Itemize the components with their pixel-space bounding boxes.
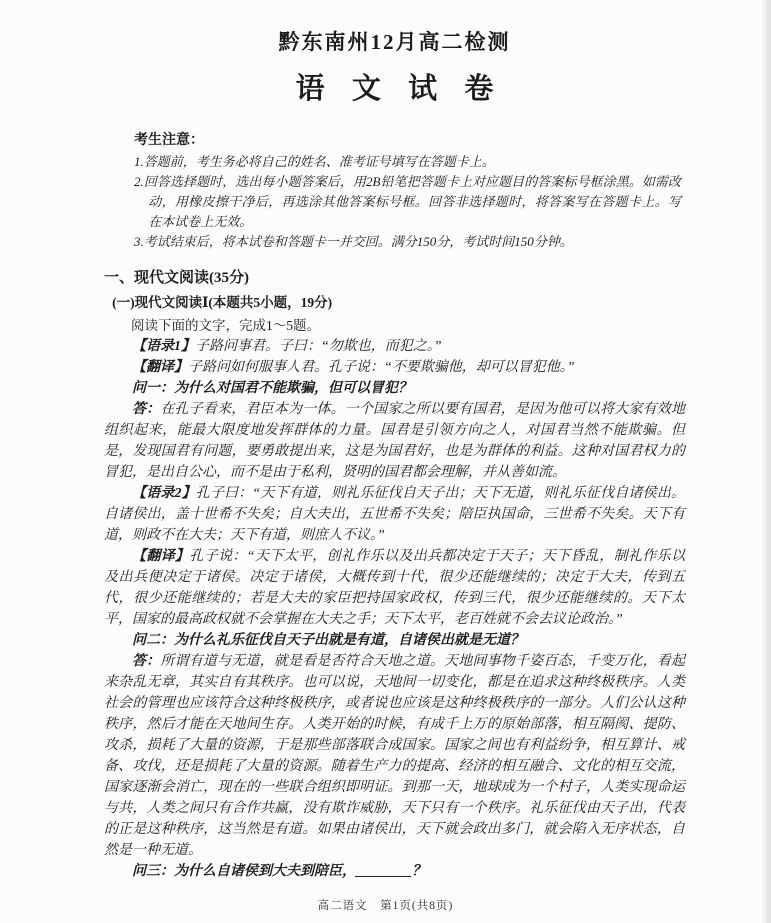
candidate-notice xyxy=(134,129,681,252)
notice-item-3: 3.考试结束后，将本试卷和答题卡一并交回。满分150分，考试时间150分钟。 xyxy=(134,234,573,249)
reading-instruction: 阅读下面的文字，完成1～5题。 xyxy=(131,318,320,333)
passage-paragraph-quote2 xyxy=(104,483,685,546)
notice-item-1: 1.答题前，考生务必将自己的姓名、准考证号填写在答题卡上。 xyxy=(134,154,495,169)
passage-paragraph-question1 xyxy=(104,378,685,399)
paragraph-text: 子路问如何服事人君。孔子说：“不要欺骗他，却可以冒犯他。” xyxy=(188,360,575,375)
paragraph-label: 【翻译】 xyxy=(132,549,190,564)
paragraph-text: 为什么自诸侯到大夫到陪臣，________？ xyxy=(174,864,426,879)
passage-paragraph-translation1 xyxy=(104,357,685,378)
section-heading: 一、现代文阅读(35分) xyxy=(104,270,249,286)
passage-paragraph-question3 xyxy=(104,861,685,882)
paragraph-text: 孔子说：“天下太平，创礼作乐以及出兵都决定于天子；天下昏乱，制礼作乐以及出兵便决定于诸侯。决定于诸侯，大概传到十代，很少还能继续的；决定于大夫，传到五代，很少还能继续的；若是大夫的家臣把持国家政权，传到三代，很少还能继续的。天下太平，国家的最高政权就不会掌握在大夫之手；天下太平，老百姓就不会去议论政治。” xyxy=(104,549,685,627)
paragraph-label: 问三： xyxy=(132,864,174,879)
paragraph-text: 在孔子看来，君臣本为一体。一个国家之所以要有国君，是因为他可以将大家有效地组织起来，能最大限度地发挥群体的力量。国君是引领方向之人，对国君当然不能欺骗。但是，发现国君有问题，要勇敢提出来，这是为国君好，也是为群体的利益。这种对国君权力的冒犯，是出自公心，而不是由于私利，贤明的国君都会理解，并从善如流。 xyxy=(104,402,686,480)
notice-heading: 考生注意： xyxy=(134,133,204,148)
passage-paragraph-quote1 xyxy=(104,336,685,357)
paragraph-text: 为什么对国君不能欺骗，但可以冒犯？ xyxy=(174,381,412,396)
paragraph-text: 孔子曰：“天下有道，则礼乐征伐自天子出；天下无道，则礼乐征伐自诸侯出。自诸侯出，盖十世希不失矣；自大夫出，五世希不失矣；陪臣执国命，三世希不失矣。天下有道，则政不在大夫；天下有道，则庶人不议。” xyxy=(104,486,685,543)
paper-subtitle: 语 文 试 卷 xyxy=(295,73,504,105)
paragraph-label: 【翻译】 xyxy=(132,360,188,375)
passage-paragraph-question2 xyxy=(104,630,685,651)
paragraph-text: 所谓有道与无道，就是看是否符合天地之道。天地间事物千姿百态，千变万化，看起来杂乱无章，其实自有其秩序。也可以说，天地间一切变化，都是在追求这种终极秩序。人类社会的管理也应该符合这种终极秩序，或者说也应该是这种终极秩序的一部分。人们公认这种秩序，然后才能在天地间生存。人类开始的时候，有成千上万的原始部落，相互隔阂、提防、攻杀，损耗了大量的资源，于是那些部落联合成国家。国家之间也有利益纷争，相互算计、戒备、攻伐，还是损耗了大量的资源。随着生产力的提高、经济的相互融合、文化的相互交流，国家逐渐会消亡，现在的一些联合组织即明证。到那一天，地球成为一个村子，人类实现命运与共，人类之间只有合作共赢，没有欺诈威胁，天下只有一个秩序。礼乐征伐由天子出，代表的正是这种秩序，这当然是有道。如果由诸侯出，天下就会政出多门，就会陷入无序状态，自然是一种无道。 xyxy=(104,654,686,858)
section-subheading: (一)现代文阅读Ⅰ(本题共5小题，19分) xyxy=(112,295,333,310)
paper-title: 黔东南州12月高二检测 xyxy=(278,30,511,54)
paragraph-label: 答： xyxy=(132,654,161,669)
passage-paragraph-translation2 xyxy=(104,546,685,630)
paragraph-label: 答： xyxy=(132,402,161,417)
paragraph-label: 【语录1】 xyxy=(132,339,195,354)
paragraph-label: 问二： xyxy=(132,633,174,648)
paragraph-label: 问一： xyxy=(132,381,174,396)
notice-item-2: 2.回答选择题时，选出每小题答案后，用2B铅笔把答题卡上对应题目的答案标号框涂黑。如需改动，用橡皮擦干净后，再选涂其他答案标号框。回答非选择题时，将答案写在答题卡上。写在本试卷上无效。 xyxy=(134,174,681,229)
paragraph-label: 【语录2】 xyxy=(132,486,196,501)
passage-paragraph-answer2 xyxy=(104,651,685,861)
paragraph-text: 子路问事君。子曰：“勿欺也，而犯之。” xyxy=(195,339,442,354)
page-footer: 高二语文 第1页(共8页) xyxy=(317,900,454,912)
passage-paragraph-answer1 xyxy=(104,399,685,483)
paragraph-text: 为什么礼乐征伐自天子出就是有道，自诸侯出就是无道？ xyxy=(174,633,524,648)
